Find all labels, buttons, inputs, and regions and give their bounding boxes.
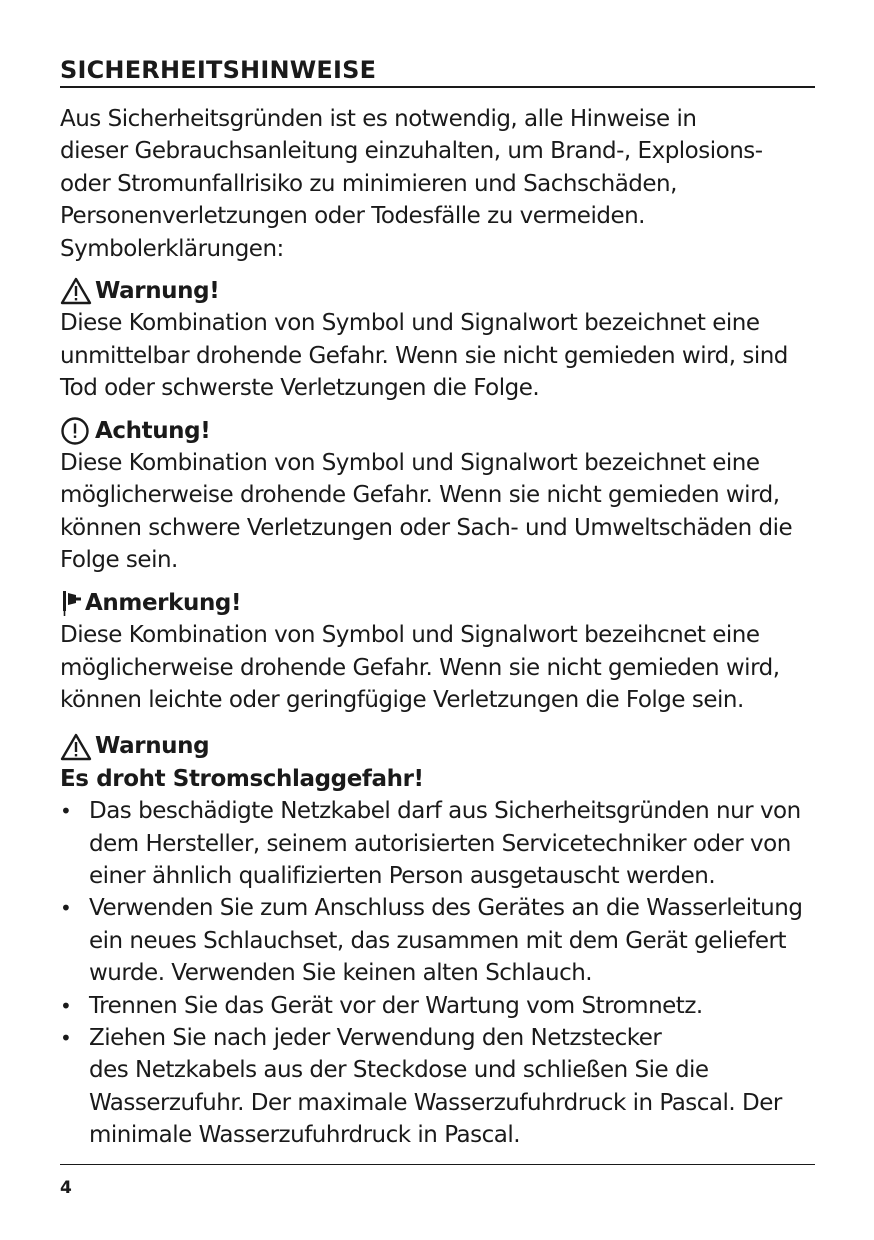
caution-heading bbox=[60, 415, 815, 447]
intro-line: Symbolerklärungen: bbox=[60, 235, 284, 262]
intro-line: Personenverletzungen oder Todesfälle zu vermeiden. bbox=[60, 203, 645, 230]
note-line: können leichte oder geringfügige Verletzungen die Folge sein. bbox=[60, 686, 744, 713]
intro-line: Aus Sicherheitsgründen ist es notwendig, alle Hinweise in bbox=[60, 106, 697, 132]
list-item-line: • Trennen Sie das Gerät vor der Wartung vom Stromnetz. bbox=[89, 992, 703, 1019]
list-item bbox=[60, 1022, 815, 1152]
warning-text bbox=[60, 307, 815, 404]
page-content bbox=[60, 54, 815, 1152]
page-number: 4 bbox=[60, 1178, 72, 1198]
shock-warning-heading-text: Warnung bbox=[95, 733, 210, 760]
note-heading-text: Anmerkung! bbox=[85, 589, 242, 616]
note-line: Diese Kombination von Symbol und Signalwort bezeihcnet eine bbox=[60, 622, 760, 649]
list-item bbox=[60, 990, 815, 1022]
warning-section bbox=[60, 275, 815, 405]
warning-line: unmittelbar drohende Gefahr. Wenn sie nicht gemieden wird, sind bbox=[60, 342, 788, 369]
shock-warning-heading bbox=[60, 730, 815, 762]
intro-paragraph bbox=[60, 103, 815, 265]
list-item-line: minimale Wasserzufuhrdruck in Pascal. bbox=[89, 1122, 521, 1149]
warning-line: Diese Kombination von Symbol und Signalwort bezeichnet eine bbox=[60, 310, 760, 337]
warning-heading bbox=[60, 275, 815, 307]
list-item-line: dem Hersteller, seinem autorisierten Servicetechniker oder von bbox=[89, 830, 791, 857]
caution-line: können schwere Verletzungen oder Sach- und Umweltschäden die bbox=[60, 514, 793, 541]
intro-line: oder Stromunfallrisiko zu minimieren und Sachschäden, bbox=[60, 170, 677, 197]
footer-divider bbox=[60, 1164, 815, 1165]
shock-subheading: Es droht Stromschlaggefahr! bbox=[60, 765, 424, 792]
intro-line: dieser Gebrauchsanleitung einzuhalten, um Brand-, Explosions- bbox=[60, 138, 763, 165]
pushpin-icon bbox=[60, 588, 82, 618]
warning-triangle-icon bbox=[60, 732, 92, 762]
caution-line: Folge sein. bbox=[60, 547, 178, 574]
list-item-line: wurde. Verwenden Sie keinen alten Schlauch. bbox=[89, 960, 593, 987]
warning-line: Tod oder schwerste Verletzungen die Folge. bbox=[60, 375, 540, 402]
shock-bullet-list bbox=[60, 795, 815, 1151]
list-item-line: einer ähnlich qualifizierten Person ausgetauscht werden. bbox=[89, 862, 716, 889]
list-item-line: • Verwenden Sie zum Anschluss des Gerätes an die Wasserleitung bbox=[89, 895, 803, 922]
list-item-line: Wasserzufuhr. Der maximale Wasserzufuhrdruck in Pascal. Der bbox=[89, 1089, 782, 1116]
list-item bbox=[60, 795, 815, 892]
caution-line: möglicherweise drohende Gefahr. Wenn sie nicht gemieden wird, bbox=[60, 482, 780, 509]
list-item-line: • Das beschädigte Netzkabel darf aus Sicherheitsgründen nur von bbox=[89, 798, 801, 825]
caution-text bbox=[60, 447, 815, 577]
note-heading bbox=[60, 587, 815, 619]
warning-heading-text: Warnung! bbox=[95, 278, 220, 305]
note-section bbox=[60, 587, 815, 717]
note-line: möglicherweise drohende Gefahr. Wenn sie nicht gemieden wird, bbox=[60, 654, 780, 681]
list-item-line: • Ziehen Sie nach jeder Verwendung den Netzstecker bbox=[89, 1024, 662, 1051]
list-item bbox=[60, 892, 815, 989]
caution-heading-text: Achtung! bbox=[95, 417, 211, 444]
list-item-line: des Netzkabels aus der Steckdose und schließen Sie die bbox=[89, 1057, 709, 1084]
exclamation-circle-icon bbox=[60, 416, 92, 446]
page-title: SICHERHEITSHINWEISE bbox=[60, 54, 815, 88]
caution-section bbox=[60, 415, 815, 577]
note-text bbox=[60, 619, 815, 716]
warning-triangle-icon bbox=[60, 276, 92, 306]
caution-line: Diese Kombination von Symbol und Signalwort bezeichnet eine bbox=[60, 450, 760, 477]
list-item-line: ein neues Schlauchset, das zusammen mit dem Gerät geliefert bbox=[89, 927, 786, 954]
shock-warning-section bbox=[60, 730, 815, 1151]
